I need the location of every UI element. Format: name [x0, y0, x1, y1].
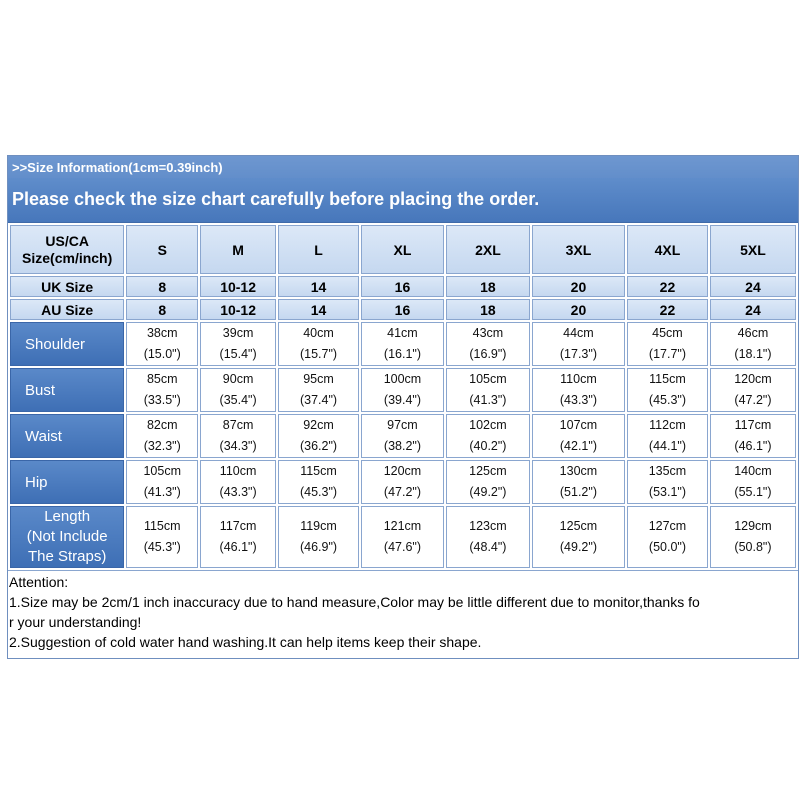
measurement-cell	[446, 414, 530, 458]
inch-value: (49.2")	[469, 485, 507, 499]
measurement-label: Waist	[10, 414, 124, 458]
note-line: 2.Suggestion of cold water hand washing.It can help items keep their shape.	[9, 634, 482, 650]
au-size-cell: 20	[532, 299, 625, 320]
size-header: 3XL	[532, 225, 625, 274]
measurement-cell	[126, 414, 198, 458]
cm-value: 41cm	[387, 326, 418, 340]
cm-value: 40cm	[303, 326, 334, 340]
inch-value: (46.9")	[299, 540, 338, 554]
size-chart-title: Please check the size chart carefully before placing the order.	[8, 178, 798, 222]
note-line: 1.Size may be 2cm/1 inch inaccuracy due to hand measure,Color may be little different due to monitor,thanks fo	[9, 594, 700, 610]
measurement-cell	[627, 368, 708, 412]
inch-value: (15.0")	[143, 347, 181, 361]
measurement-cell	[200, 414, 276, 458]
measurement-cell	[532, 460, 625, 504]
au-size-cell: 18	[446, 299, 530, 320]
inch-value: (40.2")	[469, 439, 507, 453]
inch-value: (55.1")	[734, 485, 772, 499]
measurement-cell	[710, 414, 796, 458]
cm-value: 39cm	[222, 326, 254, 340]
length-cell	[278, 506, 359, 568]
measurement-cell	[446, 460, 530, 504]
inch-value: (17.7")	[648, 347, 686, 361]
uk-size-cell: 14	[278, 276, 359, 297]
measurement-cell	[361, 414, 444, 458]
inch-value: (45.3")	[299, 485, 338, 499]
measurement-cell	[446, 368, 530, 412]
measurement-cell	[532, 368, 625, 412]
cm-value: 115cm	[649, 372, 686, 386]
uk-size-label: UK Size	[10, 276, 124, 297]
inch-value: (45.3")	[648, 393, 686, 407]
cm-value: 110cm	[560, 372, 597, 386]
cm-value: 115cm	[300, 464, 337, 478]
uk-size-cell: 10-12	[200, 276, 276, 297]
uk-size-cell: 20	[532, 276, 625, 297]
length-cell	[532, 506, 625, 568]
cm-value: 105cm	[469, 372, 507, 386]
cm-value: 120cm	[383, 464, 422, 478]
cm-value: 38cm	[146, 326, 178, 340]
au-size-cell: 14	[278, 299, 359, 320]
cm-value: 125cm	[559, 519, 598, 533]
length-cell	[126, 506, 198, 568]
measurement-row	[10, 368, 796, 412]
cm-value: 115cm	[143, 519, 181, 533]
cm-value: 82cm	[146, 418, 178, 432]
inch-value: (43.3")	[559, 393, 597, 407]
attention-notes	[8, 570, 798, 658]
uk-size-cell: 24	[710, 276, 796, 297]
au-size-cell: 24	[710, 299, 796, 320]
cm-value: 127cm	[648, 519, 687, 533]
au-size-cell: 22	[627, 299, 708, 320]
inch-value: (43.3")	[219, 485, 257, 499]
uk-size-row	[10, 276, 796, 297]
measurement-cell	[278, 414, 359, 458]
length-row	[10, 506, 796, 568]
measurement-row	[10, 322, 796, 366]
cm-value: 97cm	[387, 418, 418, 432]
length-label-line: The Straps)	[27, 548, 107, 565]
inch-value: (42.1")	[559, 439, 597, 453]
uk-size-cell: 18	[446, 276, 530, 297]
inch-value: (47.6")	[383, 540, 421, 554]
inch-value: (15.4")	[219, 347, 257, 361]
inch-value: (41.3")	[143, 485, 181, 499]
cm-value: 46cm	[737, 326, 769, 340]
measurement-cell	[200, 368, 276, 412]
measurement-cell	[710, 368, 796, 412]
inch-value: (18.1")	[734, 347, 772, 361]
inch-value: (34.3")	[219, 439, 257, 453]
uk-size-cell: 16	[361, 276, 444, 297]
note-line: r your understanding!	[9, 614, 142, 630]
measurement-cell	[126, 322, 198, 366]
measurement-cell	[532, 414, 625, 458]
measurement-cell	[200, 322, 276, 366]
cm-value: 130cm	[559, 464, 598, 478]
size-header: S	[126, 225, 198, 274]
length-label-line: Length	[44, 508, 91, 525]
inch-value: (15.7")	[299, 347, 338, 361]
measurement-cell	[200, 460, 276, 504]
measurement-cell	[361, 460, 444, 504]
cm-value: 43cm	[472, 326, 504, 340]
au-size-row	[10, 299, 796, 320]
inch-value: (53.1")	[648, 485, 686, 499]
measurement-cell	[278, 322, 359, 366]
cm-value: 120cm	[734, 372, 772, 386]
inch-value: (36.2")	[299, 439, 338, 453]
length-label	[10, 506, 124, 568]
cm-value: 85cm	[146, 372, 178, 386]
inch-value: (49.2")	[559, 540, 597, 554]
length-cell	[710, 506, 796, 568]
length-label-line: (Not Include	[26, 528, 108, 545]
inch-value: (16.9")	[469, 347, 507, 361]
length-cell	[446, 506, 530, 568]
measurement-label: Shoulder	[10, 322, 124, 366]
size-header: L	[278, 225, 359, 274]
measurement-cell	[278, 460, 359, 504]
measurement-cell	[710, 322, 796, 366]
unit-label: Size(cm/inch)	[22, 249, 113, 266]
size-header: M	[200, 225, 276, 274]
cm-value: 123cm	[469, 519, 507, 533]
inch-value: (44.1")	[648, 439, 686, 453]
cm-value: 117cm	[734, 418, 772, 432]
au-size-cell: 10-12	[200, 299, 276, 320]
attention-heading: Attention:	[9, 574, 69, 590]
measurement-cell	[361, 322, 444, 366]
banner	[8, 156, 798, 223]
cm-value: 125cm	[469, 464, 507, 478]
cm-value: 100cm	[383, 372, 422, 386]
inch-value: (35.4")	[219, 393, 257, 407]
cm-value: 90cm	[222, 372, 254, 386]
us-size-row	[10, 225, 796, 274]
size-chart	[7, 155, 799, 659]
cm-value: 107cm	[559, 418, 598, 432]
inch-value: (16.1")	[383, 347, 421, 361]
us-size-label: US/CA	[45, 232, 89, 249]
measurement-row	[10, 460, 796, 504]
cm-value: 110cm	[219, 464, 257, 478]
measurement-label: Bust	[10, 368, 124, 412]
inch-value: (37.4")	[299, 393, 338, 407]
size-header: 5XL	[710, 225, 796, 274]
inch-value: (51.2")	[559, 485, 597, 499]
measurement-cell	[278, 368, 359, 412]
us-size-header	[10, 225, 124, 274]
inch-value: (47.2")	[383, 485, 421, 499]
cm-value: 87cm	[222, 418, 254, 432]
inch-value: (41.3")	[469, 393, 507, 407]
cm-value: 95cm	[303, 372, 334, 386]
cm-value: 117cm	[219, 519, 257, 533]
inch-value: (50.8")	[734, 540, 772, 554]
inch-value: (38.2")	[383, 439, 421, 453]
cm-value: 121cm	[383, 519, 422, 533]
inch-value: (48.4")	[469, 540, 507, 554]
inch-value: (39.4")	[383, 393, 421, 407]
cm-value: 129cm	[734, 519, 772, 533]
size-header: 4XL	[627, 225, 708, 274]
inch-value: (17.3")	[559, 347, 597, 361]
inch-value: (45.3")	[143, 540, 181, 554]
cm-value: 102cm	[469, 418, 507, 432]
cm-value: 119cm	[300, 519, 337, 533]
cm-value: 92cm	[303, 418, 334, 432]
size-info-heading: >>Size Information(1cm=0.39inch)	[12, 160, 223, 175]
inch-value: (32.3")	[143, 439, 181, 453]
measurement-rows	[10, 322, 796, 504]
cm-value: 44cm	[563, 326, 594, 340]
inch-value: (47.2")	[734, 393, 772, 407]
cm-value: 135cm	[648, 464, 687, 478]
cm-value: 140cm	[734, 464, 772, 478]
size-table	[8, 223, 798, 570]
au-size-label: AU Size	[10, 299, 124, 320]
measurement-cell	[126, 368, 198, 412]
size-header: 2XL	[446, 225, 530, 274]
inch-value: (46.1")	[219, 540, 257, 554]
inch-value: (46.1")	[734, 439, 772, 453]
cm-value: 112cm	[649, 418, 686, 432]
length-cell	[200, 506, 276, 568]
cm-value: 105cm	[143, 464, 181, 478]
measurement-cell	[532, 322, 625, 366]
length-cell	[361, 506, 444, 568]
measurement-cell	[627, 460, 708, 504]
uk-size-cell: 8	[126, 276, 198, 297]
measurement-cell	[126, 460, 198, 504]
measurement-cell	[627, 414, 708, 458]
measurement-cell	[710, 460, 796, 504]
measurement-cell	[627, 322, 708, 366]
length-cell	[627, 506, 708, 568]
measurement-label: Hip	[10, 460, 124, 504]
measurement-row	[10, 414, 796, 458]
measurement-cell	[361, 368, 444, 412]
inch-value: (50.0")	[648, 540, 686, 554]
inch-value: (33.5")	[143, 393, 181, 407]
au-size-cell: 16	[361, 299, 444, 320]
measurement-cell	[446, 322, 530, 366]
au-size-cell: 8	[126, 299, 198, 320]
cm-value: 45cm	[652, 326, 683, 340]
uk-size-cell: 22	[627, 276, 708, 297]
size-header: XL	[361, 225, 444, 274]
